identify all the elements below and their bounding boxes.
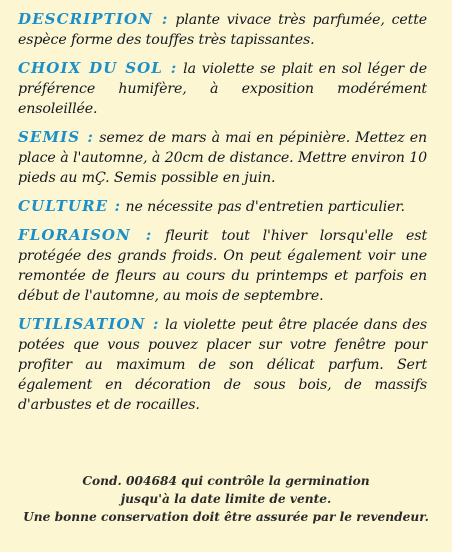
section-text: fleurit tout l'hiver lorsqu'elle est protégée des grands froids. On peut également voir une remontée de fleurs au cours du printemps et parfois en début de l'automne, au mois de septembre. bbox=[18, 228, 427, 304]
section-text: ne nécessite pas d'entretien particulier. bbox=[121, 199, 405, 215]
section-culture bbox=[18, 196, 427, 217]
section-text: la violette peut être placée dans des potées que vous pouvez placer sur votre fenêtre pour profiter au maximum de son délicat parfum. Sert également en décoration de sous bois, de massifs d'arbustes et de rocailles. bbox=[18, 317, 427, 413]
section-utilisation bbox=[18, 314, 427, 415]
section-label: UTILISATION : bbox=[18, 315, 160, 333]
section-text: la violette se plait en sol léger de préférence humifère, à exposition modérément ensoleillée. bbox=[18, 61, 427, 117]
instructions-body bbox=[18, 9, 427, 423]
section-semis bbox=[18, 127, 427, 188]
section-description bbox=[18, 9, 427, 50]
footer-line-conservation: Une bonne conservation doit être assurée par le revendeur. bbox=[23, 510, 429, 524]
section-label: SEMIS : bbox=[18, 128, 95, 146]
footer-line-date: jusqu'à la date limite de vente. bbox=[120, 492, 332, 506]
section-floraison bbox=[18, 225, 427, 306]
footer-line-control: Cond. 004684 qui contrôle la germination bbox=[82, 474, 370, 488]
section-text: semez de mars à mai en pépinière. Mettez en place à l'automne, à 20cm de distance. Mettre environ 10 pieds au mÇ. Semis possible en juin. bbox=[18, 130, 427, 186]
section-label: CHOIX DU SOL : bbox=[18, 59, 178, 77]
section-label: FLORAISON : bbox=[18, 226, 153, 244]
section-text: plante vivace très parfumée, cette espèce forme des touffes très tapissantes. bbox=[18, 12, 427, 48]
section-choix-du-sol bbox=[18, 58, 427, 119]
section-label: CULTURE : bbox=[18, 197, 122, 215]
section-label: DESCRIPTION : bbox=[18, 10, 169, 28]
packet-footer bbox=[0, 472, 452, 526]
